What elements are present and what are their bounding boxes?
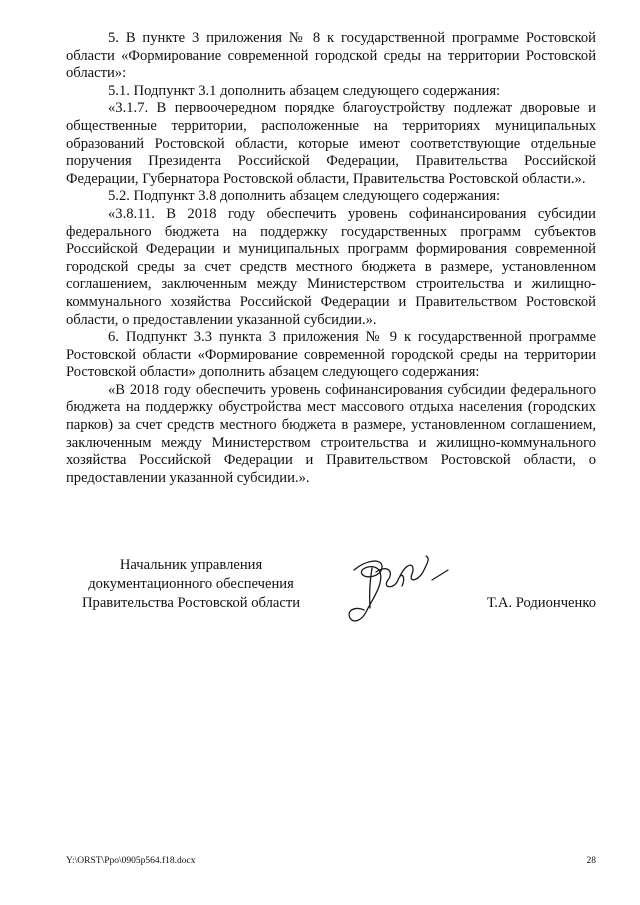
paragraph-3-8-11: «3.8.11. В 2018 году обеспечить уровень софинансирования субсидии федерального бюджета на поддержку государственных программ субъектов Российской Федерации и муниципальных программ формирования современной городской среды за счет средств местного бюджета в размере, установленном соглашением, заключенным между Министерством строительства и жилищно-коммунального хозяйства Российской Федерации и Правительством Ростовской области, о предоставлении указанной субсидии.».	[66, 205, 596, 328]
signatory-title-line: Начальник управления	[119, 557, 263, 573]
paragraph-6: 6. Подпункт 3.3 пункта 3 приложения № 9 к государственной программе Ростовской области «Формирование современной городской среды на территории Ростовской области» дополнить абзацем следующего содержания:	[66, 329, 596, 381]
signatory-name: Т.А. Родионченко	[486, 595, 596, 611]
paragraph-5-1: 5.1. Подпункт 3.1 дополнить абзацем следующего содержания:	[108, 82, 501, 99]
paragraph-6-quote: «В 2018 году обеспечить уровень софинансирования субсидии федерального бюджета на поддержку обустройства мест массового отдыха населения (городских парков) за счет средств местного бюджета в размере, установленном соглашением, заключенным между Министерством строительства и жилищно-коммунального хозяйства Российской Федерации и Правительством Ростовской области, о предоставлении указанной субсидии.».	[66, 381, 596, 486]
paragraph-5: 5. В пункте 3 приложения № 8 к государственной программе Ростовской области «Формирование современной городской среды на территории Ростовской области»:	[66, 30, 596, 82]
handwritten-signature-icon	[336, 550, 456, 630]
signature-block	[66, 556, 596, 626]
signatory-title	[66, 556, 316, 613]
page-number: 28	[586, 856, 596, 866]
document-body	[66, 30, 596, 487]
paragraph-3-1-7: «3.1.7. В первоочередном порядке благоустройству подлежат дворовые и общественные территории, расположенные на территориях муниципальных образований Ростовской области, которые имеют соответствующие отдельные поручения Президента Российской Федерации, Правительства Российской Федерации, Губернатора Ростовской области, Правительства Ростовской области.».	[66, 100, 596, 187]
signatory-title-line: документационного обеспечения	[88, 576, 294, 592]
file-path: Y:\ORST\Ppo\0905p564.f18.docx	[66, 856, 196, 866]
signatory-title-line: Правительства Ростовской области	[81, 595, 301, 611]
paragraph-5-2: 5.2. Подпункт 3.8 дополнить абзацем следующего содержания:	[108, 188, 501, 205]
